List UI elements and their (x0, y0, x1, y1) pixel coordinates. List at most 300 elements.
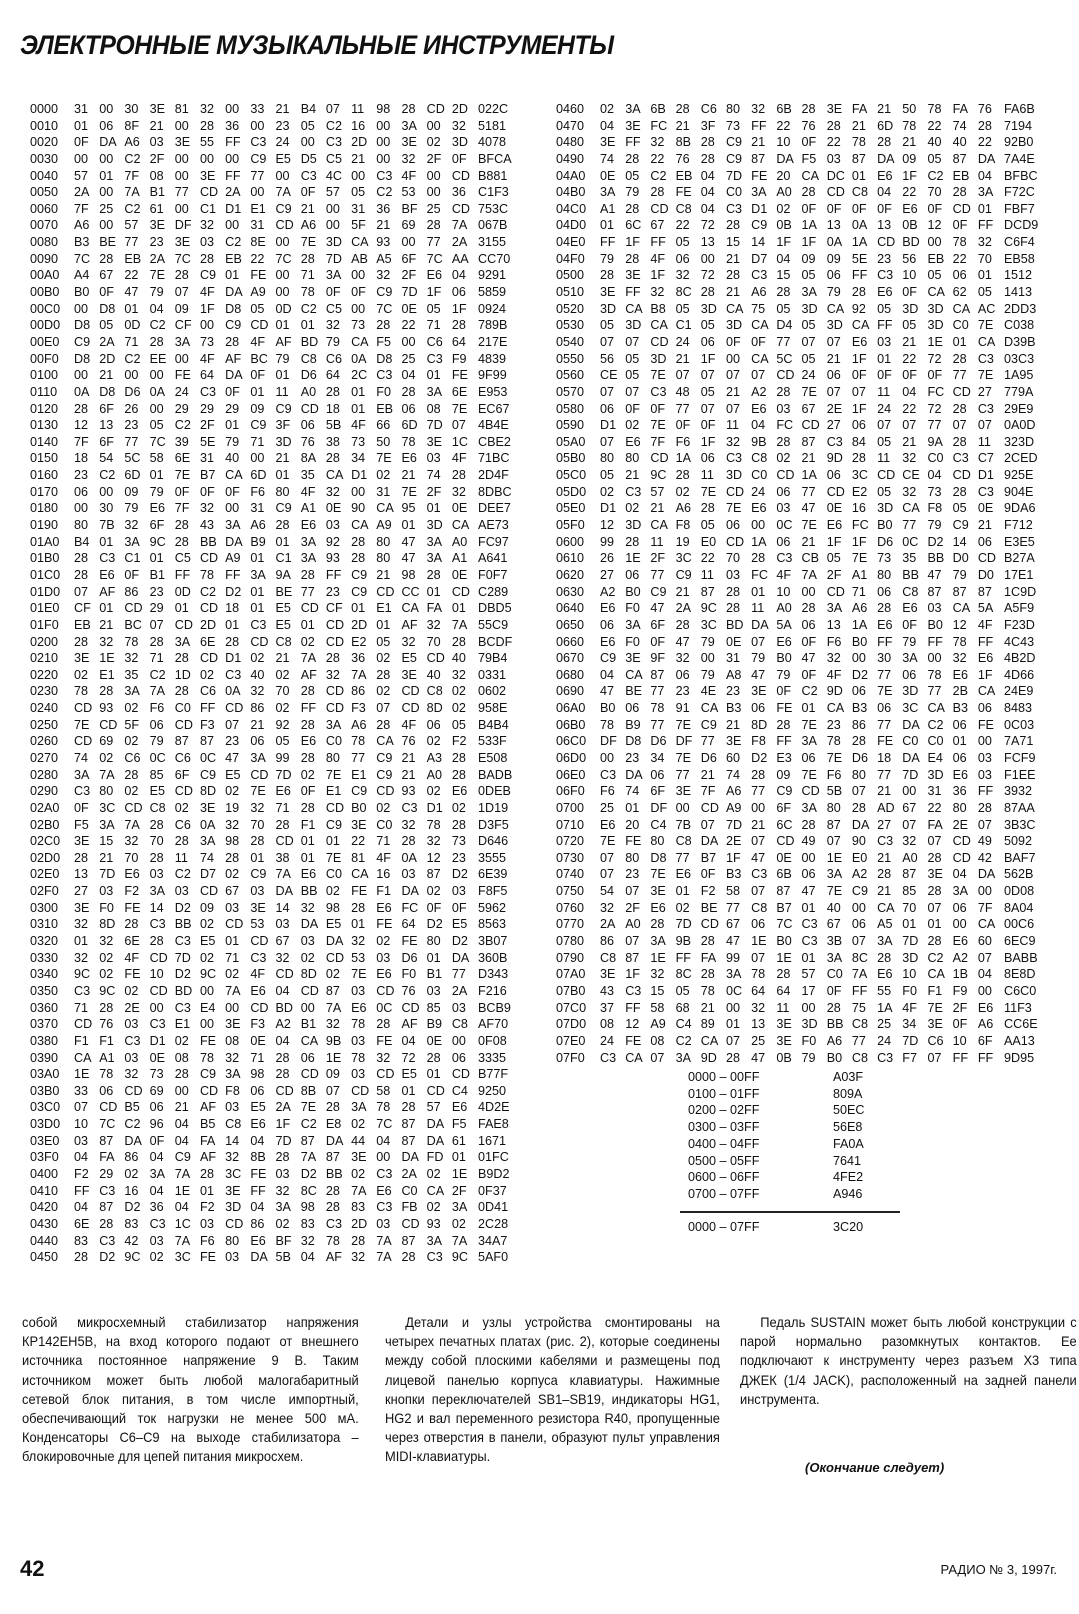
hex-byte: 78 (351, 1050, 366, 1065)
hex-address: 0090 (30, 251, 59, 266)
checksum-value: 4FE2 (833, 1170, 864, 1185)
hex-byte: C3 (751, 867, 768, 882)
hex-byte: 20 (625, 817, 640, 832)
hex-byte: 00 (376, 118, 391, 133)
hex-byte: AB (351, 251, 368, 266)
hex-byte: 28 (376, 1017, 391, 1032)
hex-byte: 02 (225, 784, 240, 799)
hex-byte: 2F (401, 268, 417, 283)
hex-byte: E6 (776, 634, 792, 649)
hex-byte: 80 (325, 750, 340, 765)
hex-byte: C9 (275, 401, 292, 416)
hex-address: 06B0 (556, 717, 586, 732)
hex-row (30, 517, 530, 534)
hex-byte: 01 (275, 318, 290, 333)
hex-byte: 80 (376, 551, 391, 566)
hex-byte: 06 (300, 418, 315, 433)
hex-byte: 08 (225, 1033, 240, 1048)
hex-byte: 26 (600, 551, 615, 566)
hex-byte: 4F (650, 251, 666, 266)
hex-address: 05C0 (556, 468, 587, 483)
hex-row-checksum: BCDF (478, 634, 513, 649)
hex-row (556, 700, 1056, 717)
hex-byte: 8D (300, 967, 317, 982)
hex-byte: 3E (174, 135, 191, 150)
hex-byte: 05 (877, 484, 892, 499)
hex-byte: 6D (401, 418, 418, 433)
hex-byte: C3 (801, 917, 818, 932)
hex-row-checksum: 022C (478, 102, 509, 116)
hex-byte: CF (325, 601, 343, 616)
hex-address: 05B0 (556, 451, 586, 466)
hex-byte: DF (600, 734, 617, 749)
hex-byte: 99 (600, 534, 615, 549)
hex-byte: 0F (426, 900, 442, 915)
hex-byte: C0 (325, 734, 342, 749)
hex-row (30, 1066, 530, 1083)
hex-byte: A0 (426, 767, 443, 782)
hex-byte: 80 (877, 567, 892, 582)
hex-byte: C3 (325, 1216, 342, 1231)
hex-byte: 76 (675, 151, 690, 166)
hex-row (30, 783, 530, 800)
hex-address: 0290 (30, 784, 59, 799)
hex-byte: E6 (625, 434, 641, 449)
hex-bytes (74, 384, 478, 401)
hex-byte: CA (625, 301, 643, 316)
hex-byte: 47 (401, 551, 416, 566)
hex-byte: 11 (877, 451, 891, 466)
hex-byte: FF (977, 1050, 994, 1065)
hex-row (556, 484, 1056, 501)
hex-byte: 78 (401, 434, 416, 449)
hex-byte: 32 (902, 451, 917, 466)
hex-byte: 53 (351, 950, 366, 965)
hex-byte: E6 (600, 601, 616, 616)
hex-byte: 10 (149, 967, 164, 982)
hex-byte: 00 (977, 734, 992, 749)
hex-byte: C0 (902, 734, 919, 749)
hex-byte: FC (927, 384, 945, 399)
hex-address: 0640 (556, 601, 585, 616)
hex-byte: C2 (149, 667, 166, 682)
hex-byte: 01 (401, 518, 416, 533)
hex-byte: FF (851, 983, 868, 998)
hex-byte: A0 (776, 601, 792, 616)
hex-byte: 36 (149, 1200, 164, 1215)
hex-byte: CD (451, 1067, 471, 1082)
hex-byte: FF (977, 784, 994, 799)
hex-address: 00D0 (30, 318, 61, 333)
hex-row-checksum: 8563 (478, 917, 507, 932)
hex-byte: 7D (174, 950, 191, 965)
hex-byte: 04 (174, 1117, 189, 1132)
hex-byte: 01 (351, 601, 366, 616)
hex-byte: 0F (851, 368, 867, 383)
hex-byte: 2A (275, 1100, 291, 1115)
hex-byte: 22 (250, 251, 265, 266)
hex-address: 0500 (556, 268, 585, 283)
checksum-total-range: 0000 – 07FF (688, 1219, 760, 1234)
hex-byte: 3E (225, 1183, 241, 1198)
hex-byte: 0F (877, 368, 892, 383)
hex-byte: 72 (927, 351, 942, 366)
hex-byte: CA (977, 917, 996, 932)
hex-byte: D8 (650, 850, 667, 865)
hex-row-checksum: F712 (1004, 518, 1033, 533)
hex-byte: 33 (250, 102, 265, 116)
hex-byte: 23 (74, 468, 89, 483)
hex-row (556, 650, 1056, 667)
hex-byte: 87 (401, 1133, 416, 1148)
hex-bytes (74, 1050, 478, 1067)
hex-byte: CD (776, 368, 795, 383)
hex-byte: 09 (826, 251, 841, 266)
hex-byte: 01 (275, 468, 290, 483)
hex-row (30, 134, 530, 151)
hex-byte: 02 (426, 1200, 441, 1215)
hex-byte: C2 (174, 867, 191, 882)
checksum-range: 0700 – 07FF (688, 1186, 760, 1201)
hex-byte: 2D (99, 351, 116, 366)
hex-byte: DA (325, 934, 344, 949)
hex-byte: 28 (977, 118, 992, 133)
hex-byte: 01 (300, 850, 315, 865)
hex-byte: 91 (675, 701, 690, 716)
hex-address: 0080 (30, 235, 59, 250)
hex-row (556, 134, 1056, 151)
hex-byte: 77 (700, 734, 715, 749)
hex-byte: FF (300, 701, 317, 716)
hex-byte: DA (877, 151, 895, 166)
hex-byte: 28 (149, 334, 164, 349)
hex-row (30, 201, 530, 218)
hex-byte: 2A (675, 601, 691, 616)
hex-byte: C8 (675, 201, 692, 216)
hex-byte: 22 (700, 551, 715, 566)
hex-byte: 7D (902, 934, 919, 949)
hex-byte: 5F (124, 717, 140, 732)
hex-byte: 23 (149, 235, 164, 250)
hex-byte: FF (199, 701, 216, 716)
hex-byte: CD (401, 1216, 420, 1231)
hex-byte: 04 (300, 1250, 315, 1265)
hex-byte: 73 (927, 484, 942, 499)
hex-byte: 10 (776, 584, 791, 599)
hex-byte: 29 (225, 401, 240, 416)
hex-row-checksum: C1F3 (478, 185, 509, 200)
hex-byte: 37 (600, 1000, 615, 1015)
hex-address: 07C0 (556, 1000, 587, 1015)
hex-byte: 0F (74, 800, 89, 815)
hex-bytes (74, 634, 478, 651)
hex-byte: 2A (149, 251, 165, 266)
hex-byte: 9C (149, 534, 166, 549)
hex-byte: 3A (225, 1067, 241, 1082)
hex-byte: 0E (401, 301, 417, 316)
hex-byte: 00 (401, 235, 416, 250)
hex-byte: 78 (325, 1233, 340, 1248)
hex-byte: F3 (250, 1017, 266, 1032)
hex-byte: B0 (877, 518, 893, 533)
hex-byte: 00 (351, 268, 366, 283)
hex-byte: C3 (776, 551, 793, 566)
hex-byte: 22 (675, 218, 690, 233)
hex-byte: 32 (751, 1000, 766, 1015)
hex-byte: D2 (174, 967, 191, 982)
hex-byte: 3A (149, 884, 165, 899)
hex-byte: 28 (625, 201, 640, 216)
hex-byte: E5 (275, 617, 291, 632)
hex-address: 0580 (556, 401, 585, 416)
hex-byte: 28 (300, 567, 315, 582)
hex-byte: 05 (977, 285, 992, 300)
hex-address: 07D0 (556, 1017, 587, 1032)
hex-byte: E5 (401, 1067, 417, 1082)
hex-byte: E6 (851, 334, 868, 349)
hex-row-checksum: F1EE (1004, 767, 1036, 782)
hex-byte: 10 (952, 1033, 967, 1048)
hex-byte: 02 (300, 767, 315, 782)
hex-bytes (74, 550, 478, 567)
hex-byte: 32 (902, 834, 917, 849)
hex-byte: 7C (149, 434, 166, 449)
hex-byte: 32 (325, 318, 340, 333)
hex-byte: C0 (174, 701, 191, 716)
hex-address: 0280 (30, 767, 59, 782)
hex-row-checksum: 925E (1004, 468, 1034, 483)
hex-row-checksum: AA13 (1004, 1033, 1035, 1048)
checksum-row (680, 1102, 900, 1119)
hex-byte: 54 (600, 884, 615, 899)
hex-byte: 18 (225, 601, 240, 616)
hex-byte: 34 (650, 750, 665, 765)
checksum-row (680, 1153, 900, 1170)
hex-byte: 04 (149, 1183, 164, 1198)
hex-byte: E6 (877, 967, 893, 982)
hex-byte: 77 (675, 767, 690, 782)
hex-byte: 00 (351, 168, 366, 183)
hex-byte: F5 (376, 334, 391, 349)
hex-byte: 73 (351, 318, 366, 333)
hex-byte: C3 (225, 667, 242, 682)
hex-byte: C8 (851, 1050, 868, 1065)
hex-byte: E6 (376, 900, 392, 915)
hex-byte: 3E (927, 867, 943, 882)
hex-byte: 0F (801, 667, 817, 682)
hex-byte: FE (877, 734, 894, 749)
hex-byte: 02 (426, 734, 441, 749)
hex-byte: 02 (149, 1250, 164, 1265)
hex-byte: 7E (977, 318, 994, 333)
hex-byte: 3A (401, 118, 417, 133)
hex-byte: 8D (99, 917, 116, 932)
hex-byte: 70 (725, 551, 740, 566)
hex-byte: 78 (300, 285, 315, 300)
hex-byte: 0C (149, 750, 166, 765)
hex-byte: 0F (952, 1017, 968, 1032)
hex-byte: 21 (401, 767, 416, 782)
hex-byte: 79 (751, 651, 766, 666)
hex-byte: 01 (199, 1183, 214, 1198)
hex-bytes (74, 1249, 478, 1266)
hex-byte: 05 (826, 551, 841, 566)
hex-byte: 2F (826, 567, 842, 582)
hex-byte: 28 (826, 118, 841, 133)
hex-bytes (74, 1000, 478, 1017)
hex-row-checksum: CC70 (478, 251, 511, 266)
hex-row (30, 1249, 530, 1266)
hex-row-checksum: 4C43 (1004, 634, 1035, 649)
hex-byte: B0 (625, 584, 641, 599)
hex-byte: CD (977, 551, 997, 566)
hex-row (30, 184, 530, 201)
hex-byte: C3 (74, 784, 91, 799)
hex-byte: 7A (275, 867, 291, 882)
hex-bytes (74, 517, 478, 534)
hex-row-checksum: 533F (478, 734, 507, 749)
hex-row-checksum: 6E39 (478, 867, 508, 882)
hex-byte: 28 (174, 684, 189, 699)
article-column-3: Педаль SUSTAIN может быть любой конструкции с парой нормально разомкнутых контактов. Ее подключают к инструменту через разъем Х3 типа ДЖЕК (1/4 JACK), расположенный на задней панели инструмента. (740, 1314, 1077, 1407)
hex-byte: 4F (902, 1000, 917, 1015)
hex-bytes (600, 168, 1004, 185)
hex-row (30, 850, 530, 867)
hex-byte: 3D (426, 518, 443, 533)
hex-byte: 8C (675, 967, 692, 982)
hex-byte: 4F (376, 850, 391, 865)
hex-byte: 03 (426, 983, 441, 998)
hex-byte: CA (625, 667, 643, 682)
hex-byte: E0 (851, 850, 868, 865)
hex-byte: B8 (650, 301, 666, 316)
hex-bytes (74, 1166, 478, 1183)
hex-byte: 4C (325, 168, 342, 183)
hex-row-checksum: 0924 (478, 301, 507, 316)
hex-byte: 12 (927, 218, 942, 233)
hex-bytes (600, 966, 1004, 983)
page-number: 42 (20, 1556, 45, 1581)
hex-byte: 06 (149, 1100, 164, 1115)
hex-byte: DA (426, 1133, 445, 1148)
hex-byte: 7C (275, 251, 292, 266)
hex-byte: 85 (149, 767, 164, 782)
hex-byte: 28 (451, 634, 466, 649)
hex-address: 04C0 (556, 201, 587, 216)
hex-byte: 01 (977, 201, 992, 216)
hex-byte: 28 (625, 534, 640, 549)
hex-byte: 00 (952, 917, 967, 932)
hex-row-checksum: D39B (1004, 334, 1036, 349)
hex-byte: CD (952, 201, 971, 216)
hex-byte: CB (801, 551, 819, 566)
hex-byte: D2 (426, 917, 443, 932)
hex-byte: 79 (952, 567, 967, 582)
hex-row (556, 966, 1056, 983)
hex-byte: C3 (625, 484, 642, 499)
hex-byte: 08 (600, 1017, 615, 1032)
hex-row (30, 317, 530, 334)
hex-byte: CA (902, 501, 920, 516)
hex-byte: 28 (801, 601, 816, 616)
hex-byte: 7E (250, 784, 266, 799)
hex-byte: 07 (801, 334, 816, 349)
hex-byte: E6 (451, 784, 468, 799)
hex-byte: A2 (751, 384, 767, 399)
hex-byte: 0E (451, 501, 468, 516)
hex-byte: 47 (600, 684, 615, 699)
hex-byte: DA (275, 884, 293, 899)
hex-byte: 24 (174, 384, 189, 399)
hex-byte: CD (451, 168, 471, 183)
hex-byte: EB (74, 617, 91, 632)
hex-byte: 6C (625, 218, 642, 233)
hex-address: 0000 (30, 102, 59, 116)
hex-byte: D2 (225, 584, 242, 599)
hex-byte: C3 (174, 1000, 191, 1015)
hex-byte: 0F (650, 401, 666, 416)
hex-byte: 28 (451, 767, 466, 782)
hex-byte: 7F (174, 501, 190, 516)
hex-byte: A5 (376, 251, 392, 266)
hex-byte: F6 (675, 434, 691, 449)
hex-byte: 28 (300, 251, 315, 266)
hex-byte: 21 (902, 135, 917, 150)
hex-byte: 02 (174, 1033, 189, 1048)
hex-byte: 04 (751, 418, 766, 433)
hex-byte: 28 (826, 1000, 841, 1015)
hex-byte: 7E (801, 518, 817, 533)
hex-byte: 00 (801, 584, 816, 599)
hex-byte: 4F (351, 418, 366, 433)
hex-row (30, 500, 530, 517)
hex-byte: 5E (199, 434, 216, 449)
hex-byte: 04 (174, 1133, 189, 1148)
hex-byte: 06 (826, 468, 841, 483)
hex-byte: CA (700, 701, 719, 716)
hex-byte: 28 (877, 135, 892, 150)
hex-byte: 28 (300, 750, 315, 765)
hex-byte: 07 (751, 368, 766, 383)
hex-byte: 00 (700, 651, 715, 666)
hex-byte: 80 (426, 934, 441, 949)
hex-byte: CD (426, 1083, 445, 1098)
hex-byte: 3E (199, 168, 216, 183)
hex-byte: FF (877, 318, 893, 333)
hex-row (556, 251, 1056, 268)
hex-byte: 7B (675, 817, 691, 832)
hex-bytes (600, 500, 1004, 517)
hex-byte: F1 (300, 817, 316, 832)
hex-byte: 87 (826, 817, 841, 832)
hex-byte: 2A (74, 185, 90, 200)
hex-bytes (74, 567, 478, 584)
hex-byte: 07 (174, 285, 189, 300)
hex-byte: 32 (300, 1233, 315, 1248)
hex-byte: 47 (801, 884, 816, 899)
hex-byte: 00 (199, 983, 214, 998)
hex-byte: 7E (801, 767, 817, 782)
hex-byte: 57 (124, 218, 139, 233)
hex-byte: 07 (751, 834, 766, 849)
hex-row-checksum: 8E8D (1004, 967, 1036, 982)
hex-byte: 3F (275, 418, 291, 433)
hex-byte: 12 (952, 617, 967, 632)
hex-byte: CD (376, 983, 395, 998)
hex-row (30, 1183, 530, 1200)
hex-byte: CA (650, 518, 668, 533)
hex-byte: 79 (927, 518, 942, 533)
